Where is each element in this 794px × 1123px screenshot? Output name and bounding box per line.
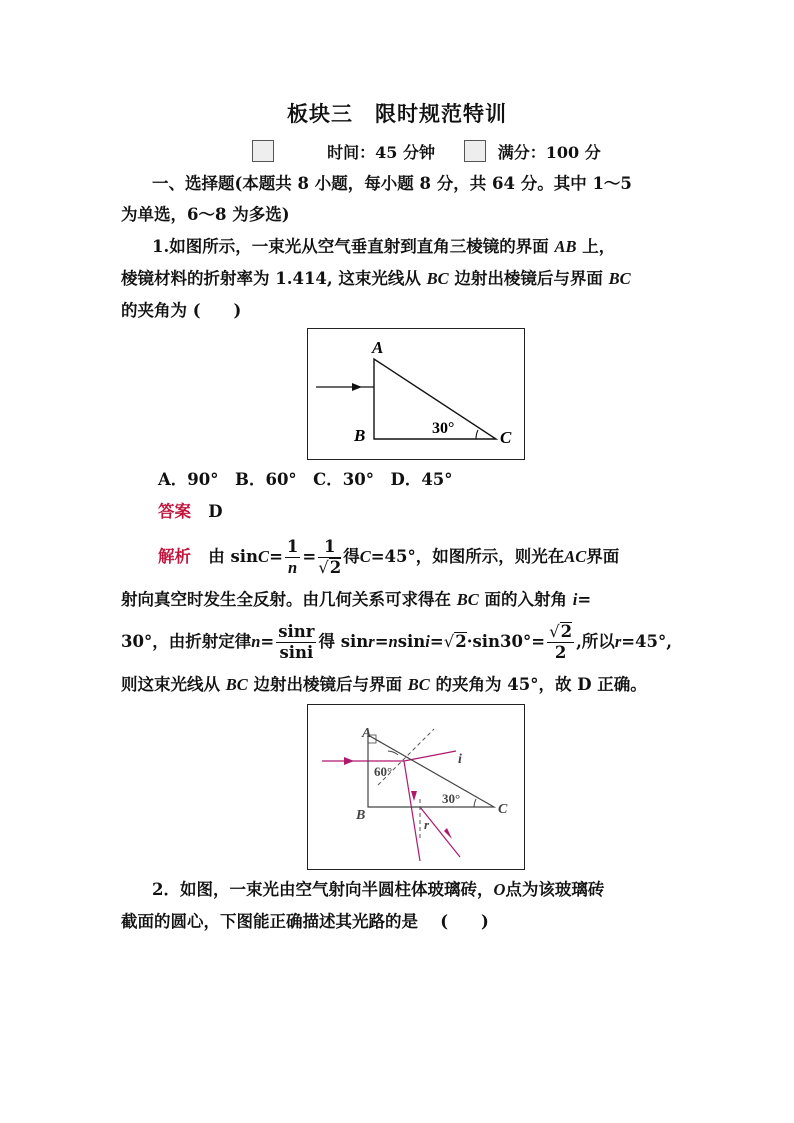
page-title: 板块三 限时规范特训 xyxy=(287,101,507,126)
vertex-b-label: B xyxy=(354,426,366,445)
full-score: 满分：100 分 xyxy=(497,143,601,162)
arrow-icon xyxy=(352,383,362,391)
q1-line2: 棱镜材料的折射率为 1.414, 这束光线从 BC 边射出棱镜后与界面 BC xyxy=(121,269,631,288)
analysis-label: 解析 xyxy=(158,547,191,566)
angle-label: 30° xyxy=(432,420,455,437)
clock-icon xyxy=(252,140,274,162)
refraction-r-label: r xyxy=(424,817,430,832)
q2-line1: 2．如图，一束光由空气射向半圆柱体玻璃砖，O点为该玻璃砖 xyxy=(152,880,605,899)
reflected-arrow-icon xyxy=(411,791,417,801)
vertex-c-label: C xyxy=(498,802,508,817)
answer-label: 答案 xyxy=(158,502,191,521)
vertex-a-label: A xyxy=(362,726,372,741)
vertex-a-label: A xyxy=(372,338,384,357)
refracted-arrow-icon xyxy=(444,828,452,839)
refraction-figure xyxy=(307,704,525,870)
refraction-diagram xyxy=(308,705,524,869)
section-heading-line2: 为单选，6～8 为多选) xyxy=(121,205,290,224)
angle-60-label: 60° xyxy=(374,764,393,779)
vertex-c-label: C xyxy=(500,428,512,447)
angle-30-label: 30° xyxy=(442,791,461,806)
q1-options: A．90° B．60° C．30° D．45° xyxy=(158,470,453,489)
q1-line1: 1.如图所示，一束光从空气垂直射到直角三棱镜的界面 AB 上， xyxy=(152,237,616,256)
vertex-b-label: B xyxy=(356,808,366,823)
prism-diagram xyxy=(308,329,524,459)
q2-line2: 截面的圆心，下图能正确描述其光路的是 ( ) xyxy=(121,912,489,931)
analysis-line2: 射向真空时发生全反射。由几何关系可求得在 BC 面的入射角 i= xyxy=(121,590,592,609)
time-limit: 时间：45 分钟 xyxy=(327,143,435,162)
answer-line: 答案 D xyxy=(158,502,223,521)
q1-line3: 的夹角为 ( ) xyxy=(121,301,242,320)
prism-figure xyxy=(307,328,525,460)
analysis-line1: 解析 由 sinC= $\frac{1}{n}$ = $\frac{1}{√2}$ 得C=45°，如图所示，则光在AC界面 xyxy=(158,537,620,577)
section-heading-line1: 一、选择题(本题共 8 小题，每小题 8 分，共 64 分。其中 1～5 xyxy=(152,174,632,193)
incidence-i-label: i xyxy=(458,752,462,767)
score-icon xyxy=(464,140,486,162)
exam-meta xyxy=(252,140,601,163)
incident-arrow-icon xyxy=(344,757,354,765)
analysis-line3: 30°，由折射定律n= $\frac{\sin r}{\sin i}$ 得 sinr=nsini=√2·sin30°= $\frac{√2}{2}$ ,所以r=45°, xyxy=(121,622,673,662)
analysis-line4: 则这束光线从 BC 边射出棱镜后与界面 BC 的夹角为 45°，故 D 正确。 xyxy=(121,675,647,694)
